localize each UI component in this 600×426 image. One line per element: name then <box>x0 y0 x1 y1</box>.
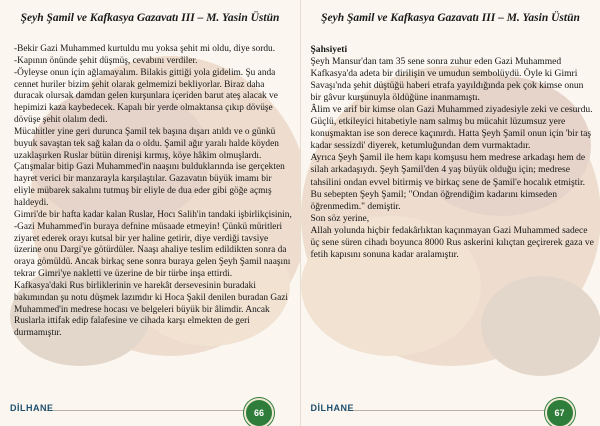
section-title: Şahsiyeti <box>310 44 348 55</box>
paragraph: -Bekir Gazi Muhammed kurtuldu mu yoksa şehit mi oldu, diye sordu. <box>14 44 276 54</box>
paragraph: -Öyleyse onun için ağlamayalım. Bilakis gittiği yola gidelim. Şu anda cennet huriler bizim şehit olarak gelmemizi bekliyorlar. Biraz daha duracak olursak damdan gelen kurşunlara içeriden barut ateş alacak ve hepimizi kaza kaybedecek. Kapalı bir yerde olmaktansa çıkıp dövüşe dövüşe şehit olalım dedi. <box>14 67 278 126</box>
paragraph: Şeyh Mansur'dan tam 35 sene sonra zuhur eden Gazi Muhammed Kafkasya'da adeta bir dirilişin ve umudun sembolüydü. Öyle ki Gimri Savaşı'nda şehit düştüğü haberi etrafa yayıldığında pek çok kimse onun bir gâvur kurşunuyla öldüğüne inanmamıştı. <box>310 56 584 104</box>
paragraph: -Gazi Muhammed'in buraya defnine müsaade etmeyin! Çünkü müritleri ziyaret ederek orayı kutsal bir yer haline getirir, diye verdiği tavsiye üzerine onu Dargi'ye götürdüler. Naaşı ahaliye teslim edildikten sonra da oraya gömüldü. Ancak birkaç sene sonra buraya gelen Şeyh Şamil naaşını tekrar Gimri'ye nakletti ve üzerine de bir türbe inşa ettirdi. <box>14 221 291 280</box>
paragraph: Ayrıca Şeyh Şamil ile hem kapı komşusu hem medrese arkadaşı hem de silah arkadaşıydı. Şeyh Şamil'den 4 yaş büyük olduğu için; medrese tahsilini ondan evvel bitirmiş ve birkaç sene de Şamil'e hocalık etmiştir. Bu sebepten Şeyh Şamil; "Ondan öğrendiğim kadarını kimseden öğrenmedim." demiştir. <box>310 152 586 212</box>
page-footer <box>301 396 600 426</box>
paragraph: Son söz yerine, <box>310 212 370 224</box>
running-header: Şeyh Şamil ve Kafkasya Gazavatı III – M. Yasin Üstün <box>20 12 280 24</box>
paragraph: Âlim ve arif bir kimse olan Gazi Muhammed ziyadesiyle zeki ve cesurdu. Güçlü, etkileyici hitabetiyle nam salmış bu mücahit lüzumsuz yere konuşmaktan ise son derece kaçınırdı. Hatta Şeyh Şamil onun için 'bir taş kadar sessizdi' diyerek, ketumluğundan dem vurmaktadır. <box>310 104 593 152</box>
publisher-logo: DİLHANE <box>310 403 354 413</box>
right-page <box>301 0 600 426</box>
page-number-badge: 66 <box>244 398 274 426</box>
paragraph: Kafkasya'daki Rus birliklerinin ve harekât dersevesinin buradaki bakımından şu notu düşmek lazımdır ki Hoca Şakil denilen buradan Gazi Muhammed'in medrese hocası ve belgeleri büyük bir âlimdir. Ancak Ruslarla ittifak edip falafesine ve cihada karşı elmekten de geri durmamıştır. <box>14 280 289 339</box>
right-page-body <box>311 44 595 261</box>
paragraph: Allah yolunda hiçbir fedakârlıktan kaçınmayan Gazi Muhammed sadece üç sene süren cihadı boyunca 8000 Rus askerini kılıçtan geçirerek gaza ve fetih kapısını sonuna kadar aralamıştır. <box>310 224 594 260</box>
paragraph: Gimri'de bir hafta kadar kalan Ruslar, Hocı Salih'in tandaki işbirlikçisinin, <box>14 209 292 220</box>
running-header: Şeyh Şamil ve Kafkasya Gazavatı III – M. Yasin Üstün <box>321 12 580 24</box>
page-footer <box>0 396 300 426</box>
page-number-badge: 67 <box>545 398 575 426</box>
footer-rule <box>46 410 254 411</box>
paragraph: -Kapının önünde şehit düşmüş, cevabını verdiler. <box>14 55 198 66</box>
footer-rule <box>347 410 555 411</box>
paragraph: Mücahitler yine geri durunca Şamil tek başına dışarı atıldı ve o günkü buyuk savaştan tek sağ kalan da o oldu. Şamil ağır yaralı halde köyden uzaklaşırken Ruslar bütün direnişi kırmış, köye hâkim olmuşlardı. Çatışmalar bitip Gazi Muhammed'in naaşını bulduklarında ise gerçekten hayret verici bir manzarayla karşılaştılar. Gazavatın büyük imamı bir eliyle mübarek sakalını tutmuş bir eliyle de dua eder gibi göğe açmış haldeydi. <box>14 126 285 208</box>
left-page-body <box>14 44 292 340</box>
publisher-logo: DİLHANE <box>10 403 54 413</box>
